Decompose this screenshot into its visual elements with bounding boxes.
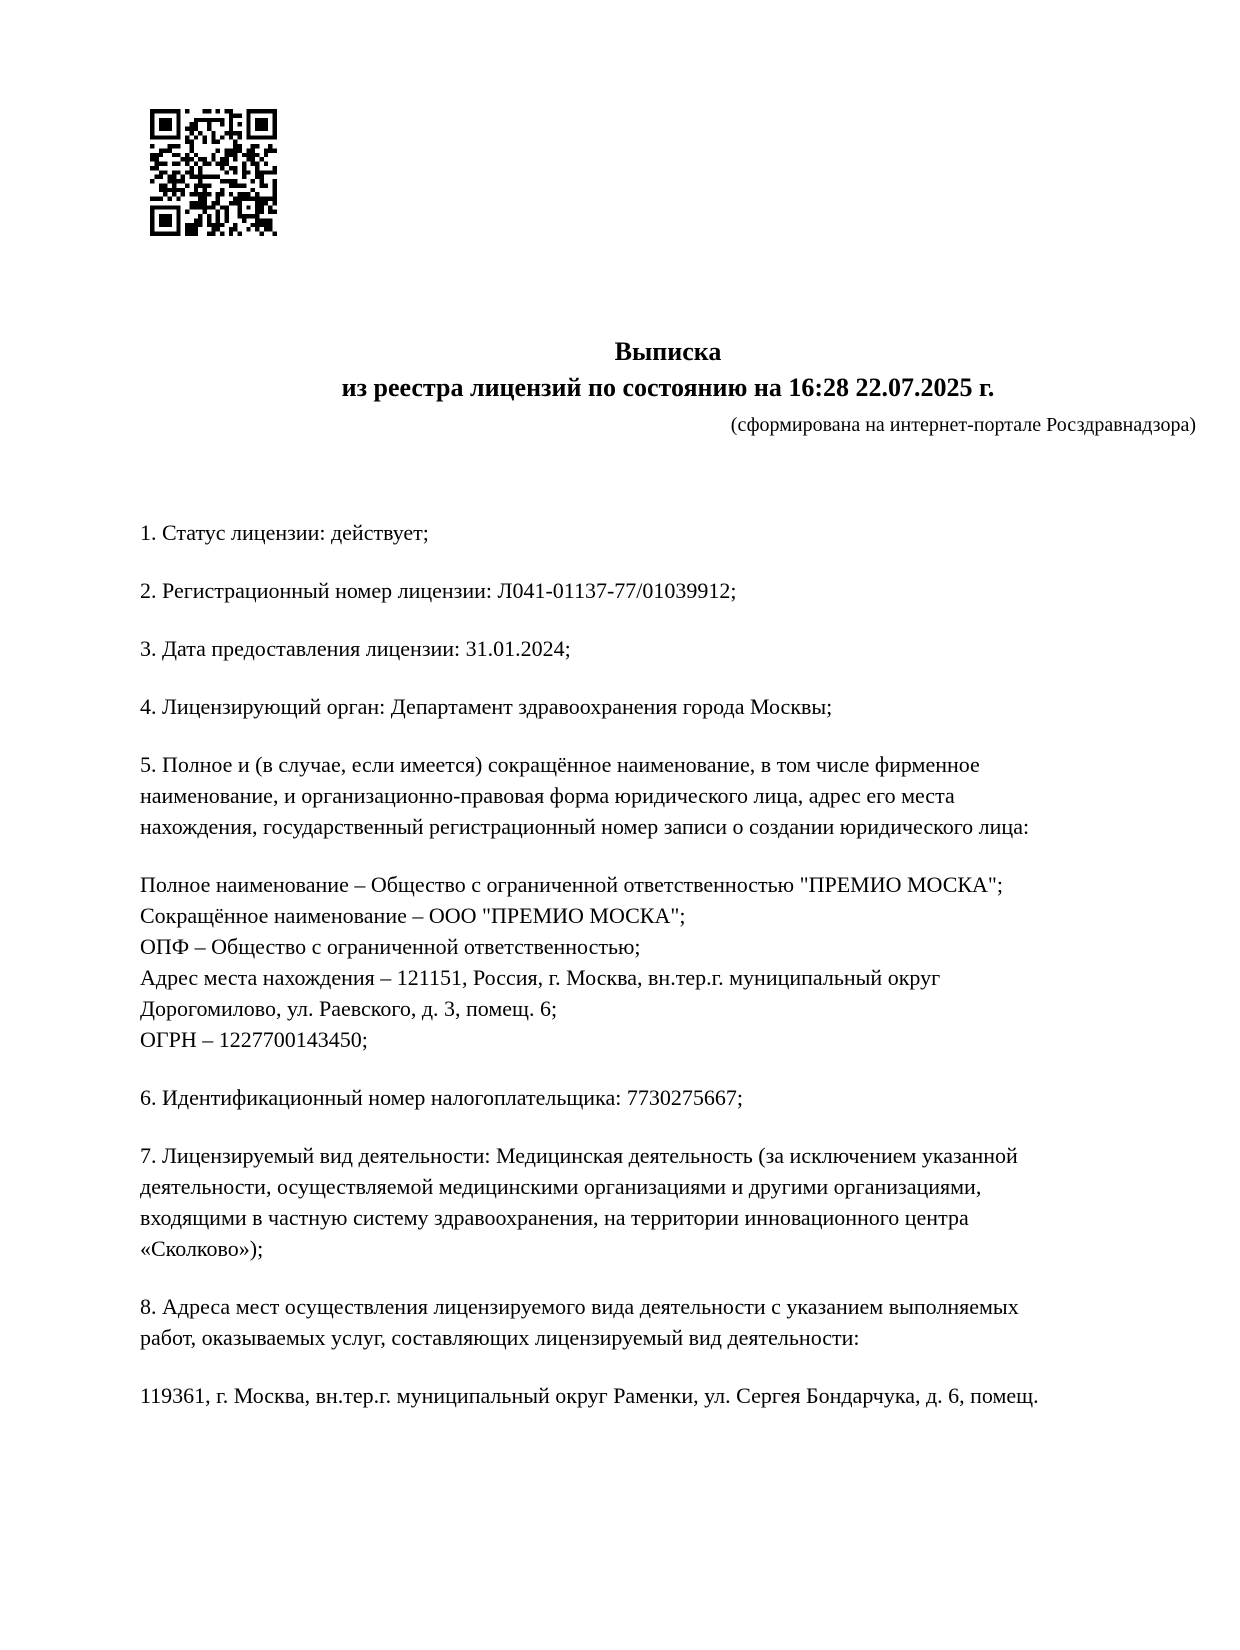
text-line: «Сколково»); — [140, 1236, 264, 1261]
org-name-intro — [140, 749, 1210, 842]
document-title-line2: из реестра лицензий по состоянию на 16:28 22.07.2025 г. — [341, 373, 995, 402]
org-details — [140, 869, 1210, 1055]
license-registration-number — [140, 575, 1210, 606]
formation-note: (сформирована на интернет-портале Росздравнадзора) — [730, 414, 1196, 436]
text-line: ОГРН – 1227700143450; — [140, 1027, 368, 1052]
text-line: входящими в частную систему здравоохранения, на территории инновационного центра — [140, 1205, 969, 1230]
licensing-authority — [140, 691, 1210, 722]
text-line: Сокращённое наименование – ООО "ПРЕМИО МОСКА"; — [140, 903, 686, 928]
text-line: 3. Дата предоставления лицензии: 31.01.2024; — [140, 636, 571, 661]
text-line: Дорогомилово, ул. Раевского, д. 3, помещ. 6; — [140, 996, 558, 1021]
qr-code-image — [150, 109, 277, 236]
document-title — [140, 334, 1196, 406]
text-line: Адрес места нахождения – 121151, Россия, г. Москва, вн.тер.г. муниципальный округ — [140, 965, 941, 990]
qr-code — [150, 109, 277, 236]
license-grant-date — [140, 633, 1210, 664]
activity-address — [140, 1380, 1210, 1411]
document-body — [140, 517, 1210, 1438]
text-line: 8. Адреса мест осуществления лицензируемого вида деятельности с указанием выполняемых — [140, 1294, 1019, 1319]
text-line: деятельности, осуществляемой медицинскими организациями и другими организациями, — [140, 1174, 982, 1199]
document-title-line1: Выписка — [614, 337, 722, 366]
taxpayer-id — [140, 1082, 1210, 1113]
activity-addresses-intro — [140, 1291, 1210, 1353]
text-line: нахождения, государственный регистрационный номер записи о создании юридического лица: — [140, 814, 1030, 839]
text-line: 5. Полное и (в случае, если имеется) сокращённое наименование, в том числе фирменное — [140, 752, 980, 777]
text-line: 4. Лицензирующий орган: Департамент здравоохранения города Москвы; — [140, 694, 833, 719]
text-line: 7. Лицензируемый вид деятельности: Медицинская деятельность (за исключением указанной — [140, 1143, 1018, 1168]
licensed-activity-type — [140, 1140, 1210, 1264]
text-line: 6. Идентификационный номер налогоплательщика: 7730275667; — [140, 1085, 743, 1110]
text-line: ОПФ – Общество с ограниченной ответственностью; — [140, 934, 641, 959]
text-line: Полное наименование – Общество с ограниченной ответственностью "ПРЕМИО МОСКА"; — [140, 872, 1004, 897]
text-line: работ, оказываемых услуг, составляющих лицензируемый вид деятельности: — [140, 1325, 860, 1350]
license-status — [140, 517, 1210, 548]
text-line: наименование, и организационно-правовая форма юридического лица, адрес его места — [140, 783, 955, 808]
text-line: 119361, г. Москва, вн.тер.г. муниципальный округ Раменки, ул. Сергея Бондарчука, д. 6, помещ. — [140, 1383, 1039, 1408]
text-line: 2. Регистрационный номер лицензии: Л041-01137-77/01039912; — [140, 578, 737, 603]
text-line: 1. Статус лицензии: действует; — [140, 520, 429, 545]
